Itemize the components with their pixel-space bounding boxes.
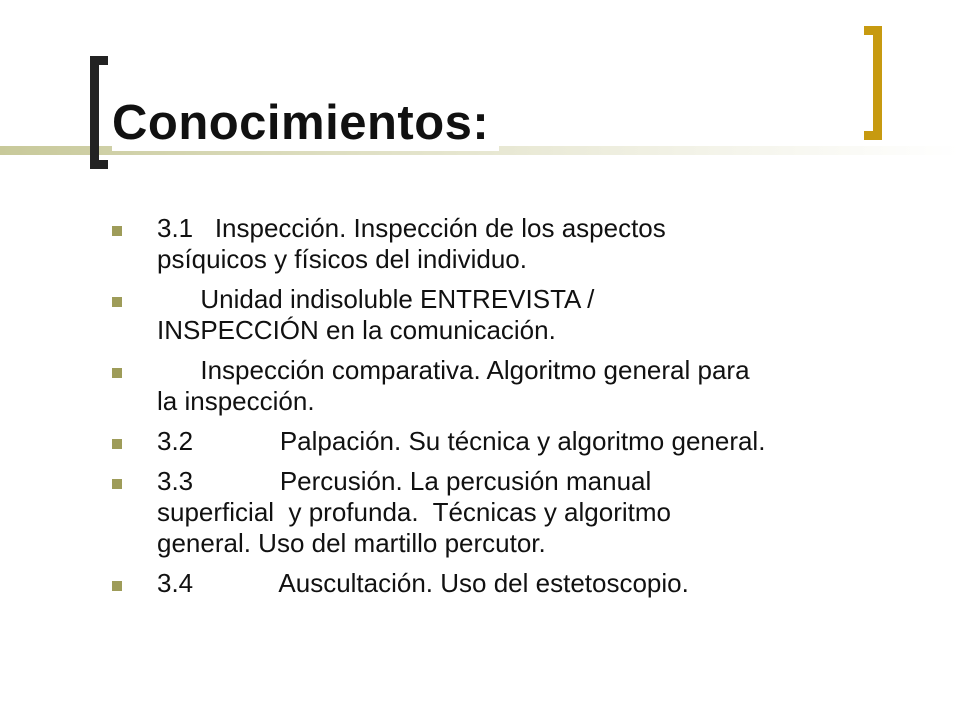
list-item-line: general. Uso del martillo percutor.: [157, 528, 546, 558]
list-item: [112, 284, 912, 346]
list-item-line: 3.1 Inspección. Inspección de los aspectos: [157, 213, 666, 243]
list-item: [112, 213, 912, 275]
square-bullet-icon: [112, 581, 122, 591]
list-item-line: psíquicos y físicos del individuo.: [157, 244, 527, 274]
bullet-list: [112, 213, 912, 608]
square-bullet-icon: [112, 226, 122, 236]
list-item-line: la inspección.: [157, 386, 315, 416]
right-bracket-decoration: [864, 26, 882, 140]
list-item-line: 3.2 Palpación. Su técnica y algoritmo general.: [157, 426, 766, 456]
list-item-line: INSPECCIÓN en la comunicación.: [157, 315, 556, 345]
list-item: [112, 426, 912, 457]
square-bullet-icon: [112, 297, 122, 307]
list-item-line: Unidad indisoluble ENTREVISTA /: [157, 284, 595, 314]
square-bullet-icon: [112, 368, 122, 378]
left-bracket-decoration: [90, 56, 108, 169]
square-bullet-icon: [112, 479, 122, 489]
list-item: [112, 355, 912, 417]
square-bullet-icon: [112, 439, 122, 449]
list-item: [112, 466, 912, 559]
list-item-line: Inspección comparativa. Algoritmo general para: [157, 355, 750, 385]
list-item-line: superficial y profunda. Técnicas y algoritmo: [157, 497, 671, 527]
list-item-line: 3.4 Auscultación. Uso del estetoscopio.: [157, 568, 689, 598]
slide-title: Conocimientos:: [112, 95, 499, 151]
list-item-line: 3.3 Percusión. La percusión manual: [157, 466, 652, 496]
list-item: [112, 568, 912, 599]
